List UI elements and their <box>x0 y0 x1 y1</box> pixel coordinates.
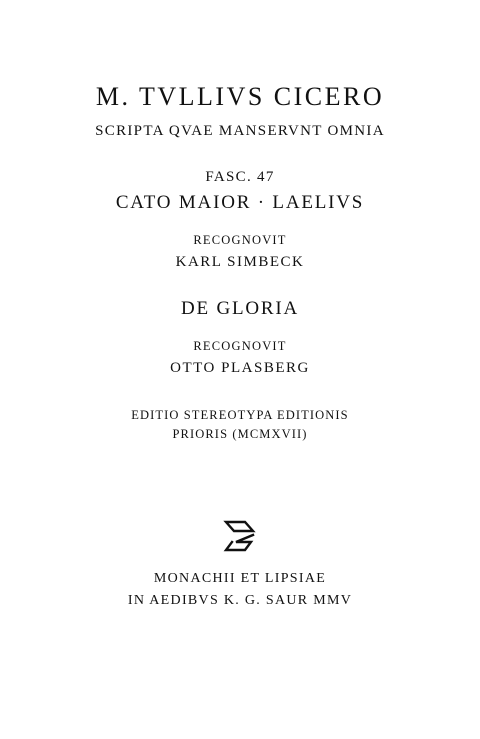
recognovit-label-2: RECOGNOVIT <box>193 339 287 353</box>
fascicle-number: FASC. 47 <box>205 169 275 185</box>
recognovit-label-1: RECOGNOVIT <box>193 233 287 247</box>
imprint-line-1: MONACHII ET LIPSIAE <box>153 571 327 586</box>
imprint-line-2: IN AEDIBVS K. G. SAUR MMV <box>127 593 353 608</box>
author-name: M. TVLLIVS CICERO <box>95 82 385 111</box>
editor-name-2: OTTO PLASBERG <box>170 360 310 376</box>
editor-name-1: KARL SIMBECK <box>175 254 305 270</box>
edition-note-line-1: EDITIO STEREOTYPA EDITIONIS <box>131 408 349 422</box>
series-title: SCRIPTA QVAE MANSERVNT OMNIA <box>95 123 385 139</box>
edition-note-line-2: PRIORIS (MCMXVII) <box>172 427 308 441</box>
work-title-1: CATO MAIOR · LAELIVS <box>115 192 365 213</box>
work-title-2: DE GLORIA <box>180 298 300 319</box>
publisher-mark-icon <box>223 519 257 553</box>
